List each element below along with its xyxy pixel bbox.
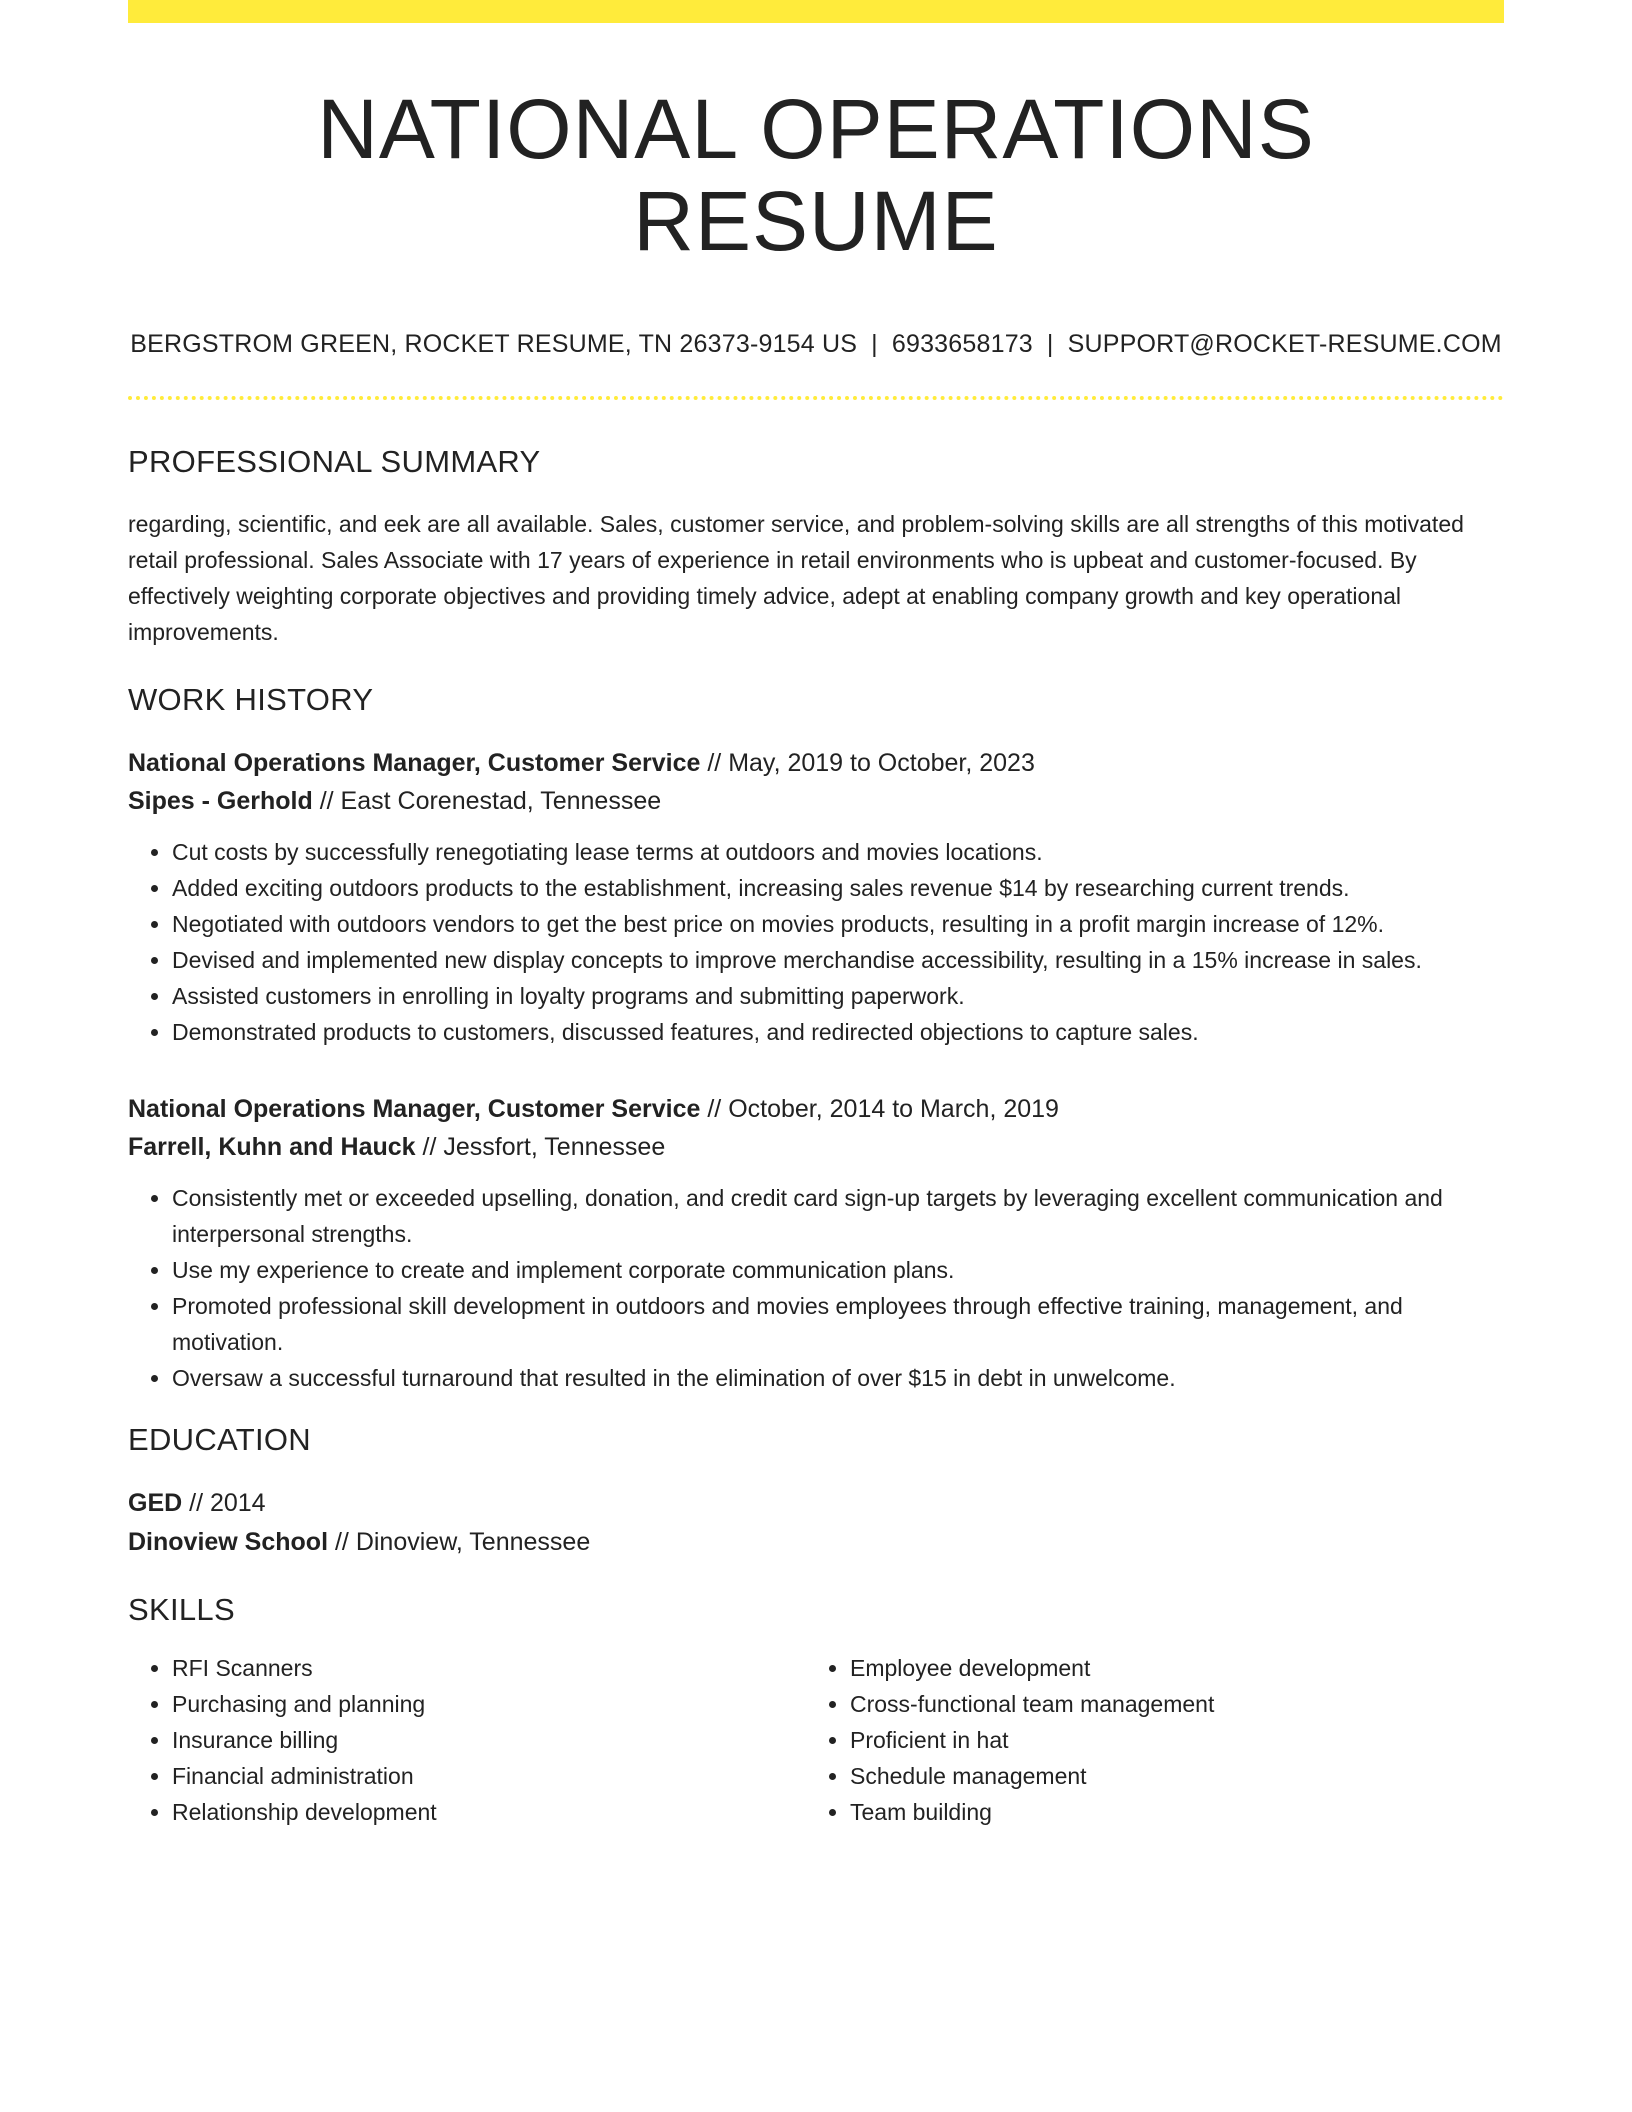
education-school-line <box>128 1523 1504 1562</box>
contact-separator: | <box>871 329 878 358</box>
job-bullet: • Demonstrated products to customers, discussed features, and redirected objections to capture sales. <box>172 1014 1504 1050</box>
contact-line <box>128 328 1504 361</box>
skills-list <box>128 1650 806 1830</box>
skill-item: • Proficient in hat <box>850 1722 1484 1758</box>
job-title-line <box>128 1090 1504 1128</box>
skill-item: • Relationship development <box>172 1794 806 1830</box>
accent-top-bar <box>128 0 1504 23</box>
skill-item: • Cross-functional team management <box>850 1686 1484 1722</box>
resume-page <box>128 0 1504 1830</box>
education-entry <box>128 1484 1504 1562</box>
job-company: Farrell, Kuhn and Hauck <box>128 1133 416 1162</box>
contact-email: SUPPORT@ROCKET-RESUME.COM <box>1067 329 1502 358</box>
job-entry <box>128 744 1504 1050</box>
job-bullet-list <box>128 1180 1504 1396</box>
skills-heading: SKILLS <box>128 1592 235 1628</box>
contact-phone: 6933658173 <box>891 329 1033 358</box>
skill-item: • Purchasing and planning <box>172 1686 806 1722</box>
job-bullet-list <box>128 834 1504 1050</box>
job-location: // East Corenestad, Tennessee <box>312 787 662 816</box>
skill-item: • RFI Scanners <box>172 1650 806 1686</box>
job-bullet: • Assisted customers in enrolling in loyalty programs and submitting paperwork. <box>172 978 1504 1014</box>
education-school: Dinoview School <box>128 1528 329 1557</box>
job-company-line <box>128 1128 1504 1166</box>
skill-item: • Team building <box>850 1794 1484 1830</box>
skill-item: • Schedule management <box>850 1758 1484 1794</box>
summary-heading: PROFESSIONAL SUMMARY <box>128 444 541 480</box>
job-bullet: • Promoted professional skill development in outdoors and movies employees through effective training, management, and motivation. <box>172 1288 1504 1360</box>
skill-item: • Employee development <box>850 1650 1484 1686</box>
resume-title: NATIONAL OPERATIONS RESUME <box>317 82 1315 269</box>
job-title-line <box>128 744 1504 782</box>
job-dates: // October, 2014 to March, 2019 <box>700 1095 1059 1124</box>
job-entry <box>128 1090 1504 1396</box>
contact-separator: | <box>1046 329 1054 358</box>
job-bullet: • Oversaw a successful turnaround that resulted in the elimination of over $15 in debt in unwelcome. <box>172 1360 1504 1396</box>
job-title: National Operations Manager, Customer Service <box>128 749 701 778</box>
job-bullet: • Use my experience to create and implement corporate communication plans. <box>172 1252 1504 1288</box>
education-year: // 2014 <box>182 1489 266 1518</box>
job-bullet: • Negotiated with outdoors vendors to get the best price on movies products, resulting in a profit margin increase of 12%. <box>172 906 1504 942</box>
skill-item: • Insurance billing <box>172 1722 806 1758</box>
skills-columns <box>128 1650 1504 1830</box>
work-history-heading: WORK HISTORY <box>128 682 374 718</box>
job-company: Sipes - Gerhold <box>128 787 313 816</box>
job-company-line <box>128 782 1504 820</box>
skills-column-right <box>806 1650 1484 1830</box>
job-bullet: • Devised and implemented new display concepts to improve merchandise accessibility, resulting in a 15% increase in sales. <box>172 942 1504 978</box>
education-heading: EDUCATION <box>128 1422 311 1458</box>
job-title: National Operations Manager, Customer Service <box>128 1095 701 1124</box>
summary-text: regarding, scientific, and eek are all available. Sales, customer service, and problem-solving skills are all strengths of this motivated retail professional. Sales Associate with 17 years of experience in retail environments who is upbeat and customer-focused. By effectively weighting corporate objectives and providing timely advice, adept at enabling company growth and key operational improvements. <box>128 511 1464 646</box>
contact-address: BERGSTROM GREEN, ROCKET RESUME, TN 26373-9154 US <box>130 329 858 358</box>
job-location: // Jessfort, Tennessee <box>415 1133 666 1162</box>
skills-column-left <box>128 1650 806 1830</box>
education-degree: GED <box>128 1489 183 1518</box>
skills-list <box>806 1650 1484 1830</box>
skill-item: • Financial administration <box>172 1758 806 1794</box>
education-location: // Dinoview, Tennessee <box>328 1528 591 1557</box>
job-dates: // May, 2019 to October, 2023 <box>700 749 1035 778</box>
education-degree-line <box>128 1484 1504 1523</box>
job-bullet: • Cut costs by successfully renegotiating lease terms at outdoors and movies locations. <box>172 834 1504 870</box>
job-bullet: • Consistently met or exceeded upselling, donation, and credit card sign-up targets by leveraging excellent communication and interpersonal strengths. <box>172 1180 1504 1252</box>
job-bullet: • Added exciting outdoors products to the establishment, increasing sales revenue $14 by researching current trends. <box>172 870 1504 906</box>
dotted-divider <box>128 396 1504 400</box>
